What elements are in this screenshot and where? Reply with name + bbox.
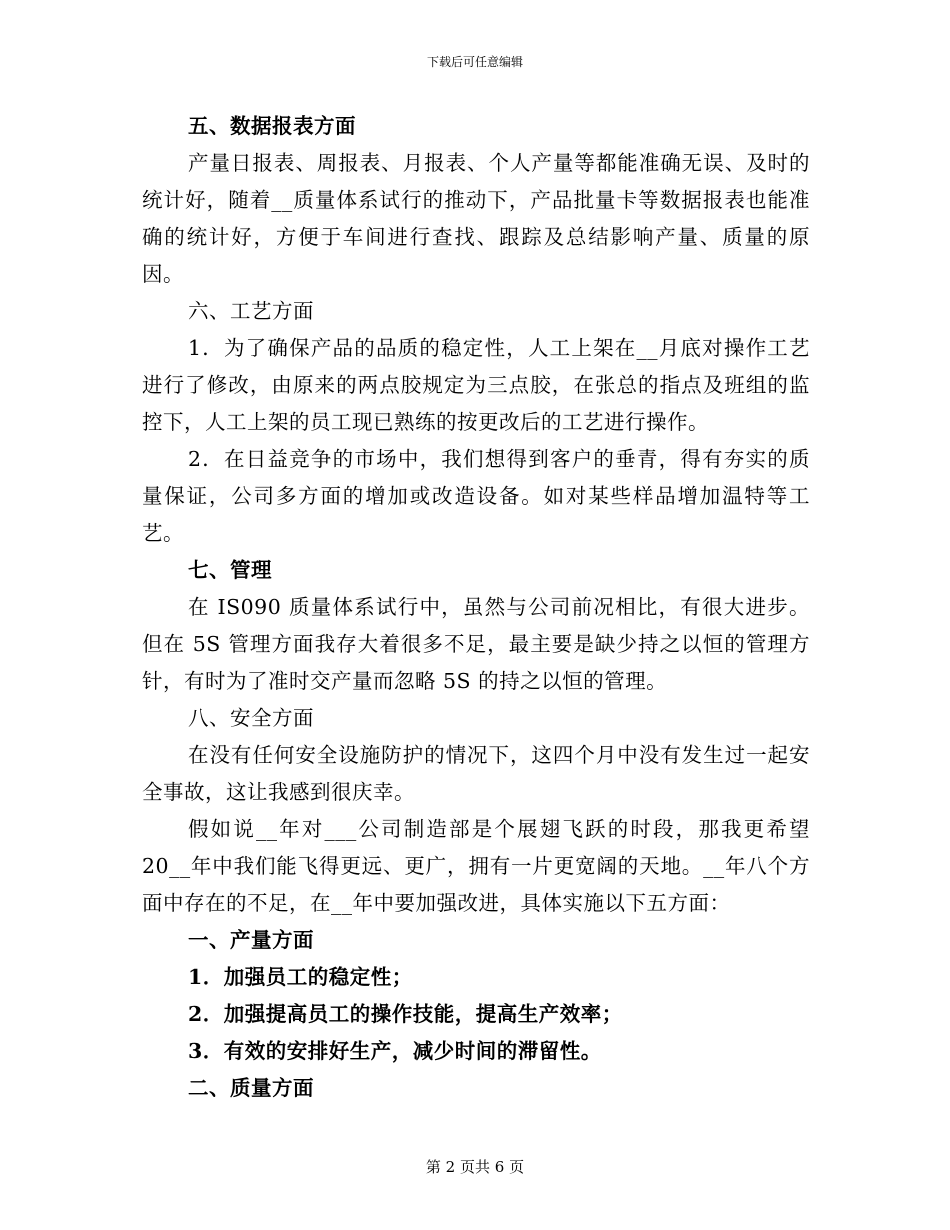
section-heading-management: 七、管理 (188, 558, 272, 582)
section-heading-data-reports: 五、数据报表方面 (188, 114, 356, 138)
paragraph-safety: 在没有任何安全设施防护的情况下，这四个月中没有发生过一起安全事故，这让我感到很庆幸。 (142, 743, 810, 804)
list-item-output-1: 1．加强员工的稳定性； (188, 965, 413, 989)
list-item-output-3: 3．有效的安排好生产，减少时间的滞留性。 (188, 1039, 602, 1063)
page-footer: 第 2 页共 6 页 (425, 1158, 525, 1176)
paragraph-outlook: 假如说__年对___公司制造部是个展翅飞跃的时段，那我更希望 20__年中我们能飞得更远、更广，拥有一片更宽阔的天地。__年八个方面中存在的不足，在__年中要加强改进，具体实施以下五方面： (142, 817, 818, 915)
paragraph-data-reports: 产量日报表、周报表、月报表、个人产量等都能准确无误、及时的统计好，随着__质量体系试行的推动下，产品批量卡等数据报表也能准确的统计好，方便于车间进行查找、跟踪及总结影响产量、质量的原因。 (142, 151, 810, 286)
section-heading-output: 一、产量方面 (188, 928, 314, 952)
paragraph-process-1: 1．为了确保产品的品质的稳定性，人工上架在__月底对操作工艺进行了修改，由原来的两点胶规定为三点胶，在张总的指点及班组的监控下，人工上架的员工现已熟练的按更改后的工艺进行操作。 (142, 336, 810, 434)
list-item-output-2: 2．加强提高员工的操作技能，提高生产效率； (188, 1002, 623, 1026)
section-heading-safety: 八、安全方面 (188, 706, 314, 730)
page-header: 下载后可任意编辑 (426, 55, 523, 69)
document-body (142, 108, 818, 1107)
section-heading-quality: 二、质量方面 (188, 1076, 314, 1100)
paragraph-process-2: 2．在日益竞争的市场中，我们想得到客户的垂青，得有夯实的质量保证，公司多方面的增加或改造设备。如对某些样品增加温特等工艺。 (142, 447, 810, 545)
paragraph-management: 在 IS090 质量体系试行中，虽然与公司前况相比，有很大进步。但在 5S 管理方面我存大着很多不足，最主要是缺少持之以恒的管理方针，有时为了准时交产量而忽略 5S 的持之以恒的管理。 (142, 595, 810, 693)
section-heading-process: 六、工艺方面 (188, 299, 314, 323)
